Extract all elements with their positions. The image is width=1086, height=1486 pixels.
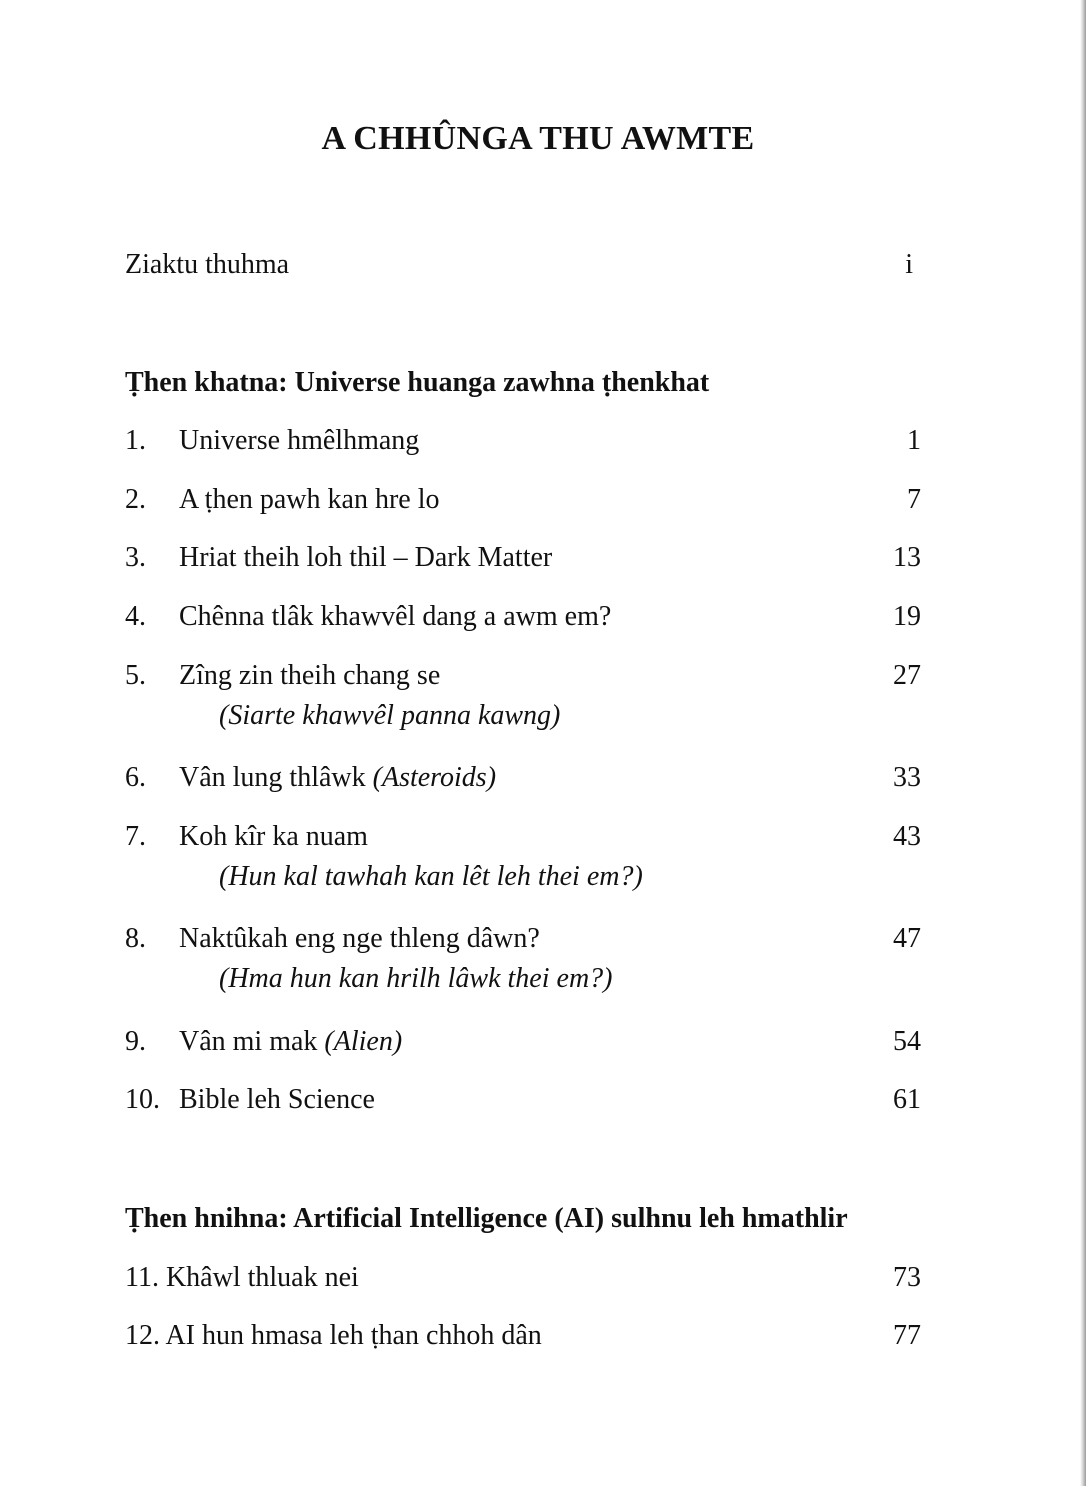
toc-entry-page: 61 [893, 1084, 921, 1115]
toc-entry-label-text: Vân lung thlâwk [179, 762, 373, 793]
toc-entry-label-text: Vân mi mak [179, 1026, 325, 1057]
toc-entry-label: Koh kîr ka nuam [179, 821, 368, 852]
section-heading-part2: Ṭhen hnihna: Artificial Intelligence (AI) sulhnu leh hmathlir [125, 1203, 848, 1234]
toc-entry-number: 9. [125, 1026, 146, 1057]
toc-entry-label: Naktûkah eng nge thleng dâwn? [179, 923, 540, 954]
toc-entry-page: 27 [893, 660, 921, 691]
toc-entry-number: 7. [125, 821, 146, 852]
toc-entry-subtitle: (Siarte khawvêl panna kawng) [219, 700, 561, 731]
toc-entry-number: 4. [125, 601, 146, 632]
toc-entry-label: Universe hmêlhmang [179, 425, 420, 456]
toc-entry-number: 10. [125, 1084, 160, 1115]
toc-entry-page: 54 [893, 1026, 921, 1057]
toc-entry-page: 47 [893, 923, 921, 954]
toc-entry-subtitle: (Hun kal tawhah kan lêt leh thei em?) [219, 861, 643, 892]
toc-entry-label: Hriat theih loh thil – Dark Matter [179, 542, 553, 573]
toc-entry-number: 1. [125, 425, 146, 456]
toc-entry-page: 77 [893, 1320, 921, 1351]
toc-entry-page: i [905, 249, 913, 280]
toc-entry-page: 1 [907, 425, 921, 456]
toc-entry-label: Bible leh Science [179, 1084, 375, 1115]
toc-entry-number: 5. [125, 660, 146, 691]
page-edge-shadow [1080, 0, 1086, 1486]
toc-entry-page: 73 [893, 1262, 921, 1293]
toc-entry-label [179, 1025, 402, 1059]
section-heading-part1: Ṭhen khatna: Universe huanga zawhna ṭhenkhat [125, 367, 710, 398]
toc-entry-page: 19 [893, 601, 921, 632]
toc-entry-label: Zîng zin theih chang se [179, 660, 441, 691]
toc-entry-label: A ṭhen pawh kan hre lo [179, 484, 440, 515]
toc-entry-label-italic: (Alien) [324, 1026, 403, 1057]
toc-entry-number: 6. [125, 762, 146, 793]
toc-entry-number: 8. [125, 923, 146, 954]
toc-entry-number: 3. [125, 542, 146, 573]
page-title: A CHHÛNGA THU AWMTE [321, 120, 755, 157]
toc-entry-label: Ziaktu thuhma [125, 249, 290, 280]
toc-entry-label: Chênna tlâk khawvêl dang a awm em? [179, 601, 612, 632]
toc-entry-subtitle: (Hma hun kan hrilh lâwk thei em?) [219, 963, 613, 994]
toc-entry-label-italic: (Asteroids) [372, 762, 497, 793]
toc-entry-number: 2. [125, 484, 146, 515]
toc-entry-page: 7 [907, 484, 921, 515]
toc-entry-label [179, 761, 496, 795]
toc-entry-label: 12. AI hun hmasa leh ṭhan chhoh dân [125, 1320, 542, 1351]
toc-entry-page: 33 [893, 762, 921, 793]
toc-entry-page: 43 [893, 821, 921, 852]
toc-entry-label: 11. Khâwl thluak nei [125, 1262, 359, 1293]
toc-entry-page: 13 [893, 542, 921, 573]
